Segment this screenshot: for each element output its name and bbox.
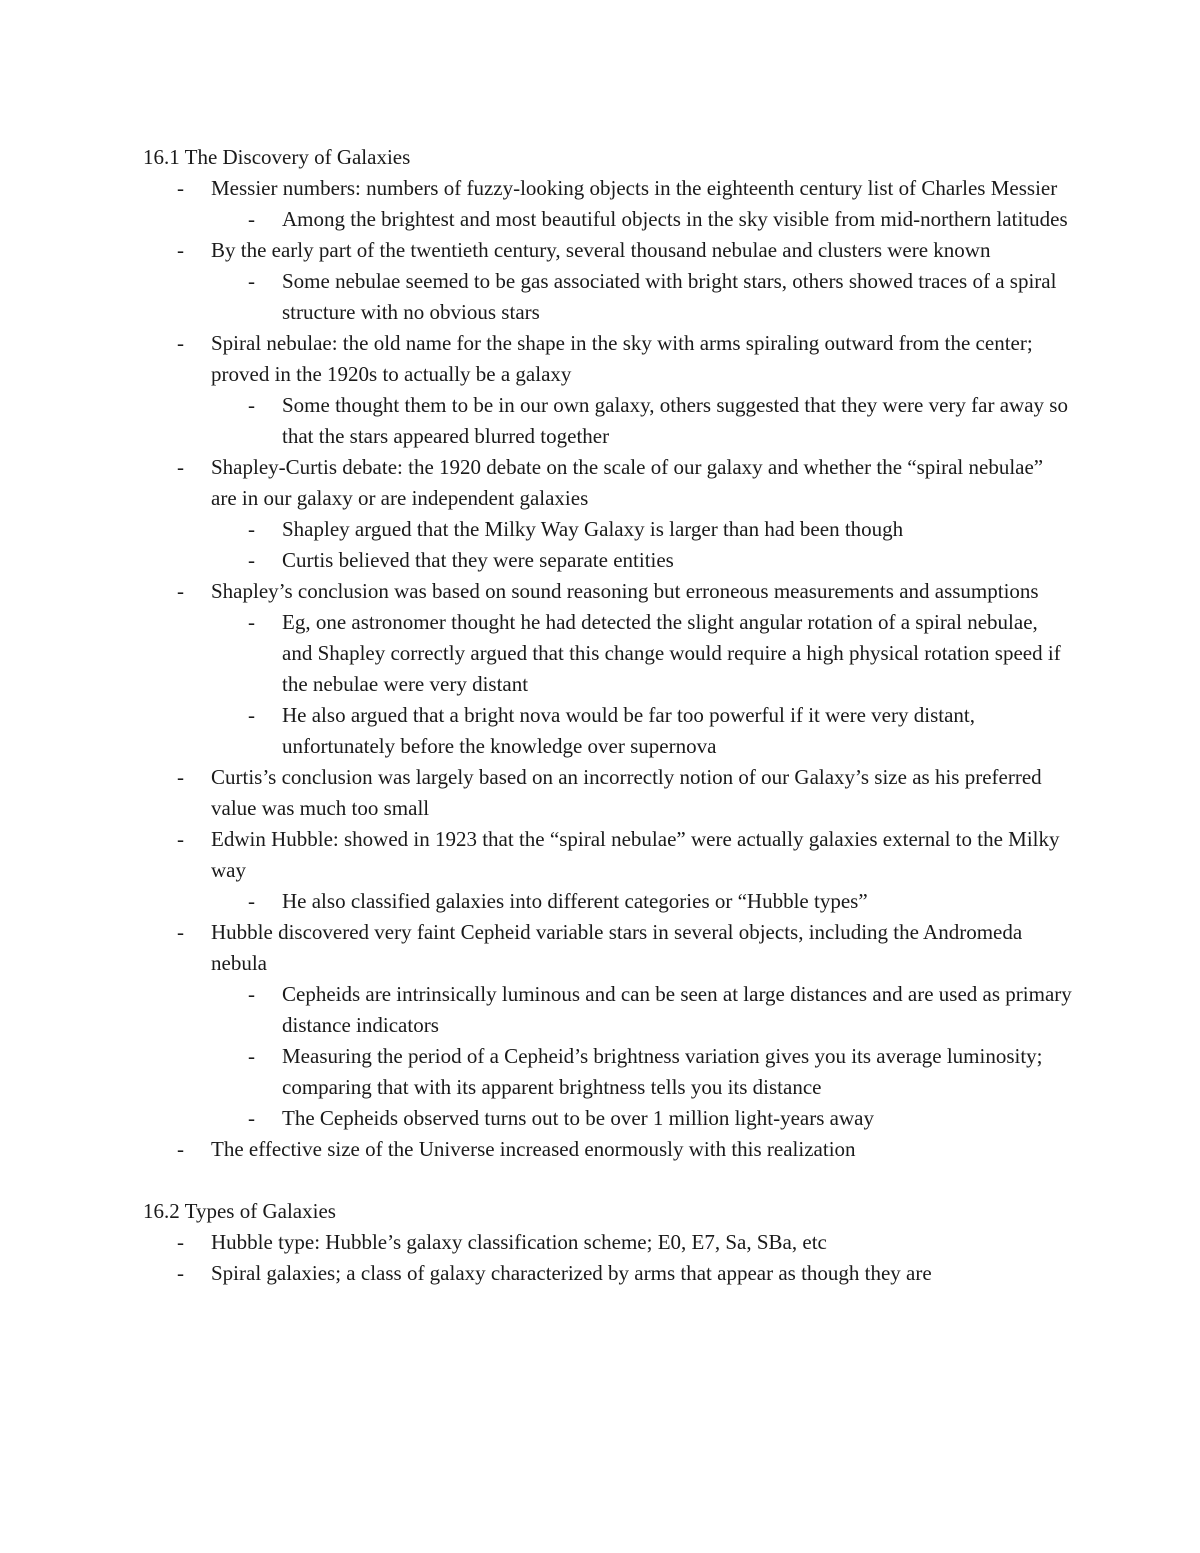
list-item-text: Spiral nebulae: the old name for the shape in the sky with arms spiraling outward from the center; proved in the 1920s to actually be a galaxy <box>211 331 1033 386</box>
bullet-dash: - <box>177 1261 184 1285</box>
list-item <box>143 452 1073 514</box>
list-item-text: By the early part of the twentieth century, several thousand nebulae and clusters were known <box>211 238 991 262</box>
list-item-text: Shapley’s conclusion was based on sound reasoning but erroneous measurements and assumptions <box>211 579 1039 603</box>
section-title: 16.2 Types of Galaxies <box>143 1199 336 1223</box>
list-item-text: Shapley-Curtis debate: the 1920 debate on the scale of our galaxy and whether the “spiral nebulae” are in our galaxy or are independent galaxies <box>211 455 1044 510</box>
list-item <box>143 328 1073 390</box>
list-item-text: Measuring the period of a Cepheid’s brightness variation gives you its average luminosity; comparing that with its apparent brightness tells you its distance <box>282 1044 1043 1099</box>
bullet-dash: - <box>177 1230 184 1254</box>
bullet-dash: - <box>248 703 255 727</box>
list-item-text: He also argued that a bright nova would be far too powerful if it were very distant, unfortunately before the knowledge over supernova <box>282 703 975 758</box>
list-item-text: Edwin Hubble: showed in 1923 that the “spiral nebulae” were actually galaxies external to the Milky way <box>211 827 1060 882</box>
list-item-text: He also classified galaxies into different categories or “Hubble types” <box>282 889 868 913</box>
list-item <box>143 762 1073 824</box>
list-item-text: Messier numbers: numbers of fuzzy-looking objects in the eighteenth century list of Charles Messier <box>211 176 1058 200</box>
bullet-list <box>143 173 1073 1165</box>
sub-list-item <box>143 390 1073 452</box>
list-item-text: Some nebulae seemed to be gas associated with bright stars, others showed traces of a spiral structure with no obvious stars <box>282 269 1057 324</box>
list-item-text: Among the brightest and most beautiful objects in the sky visible from mid-northern latitudes <box>282 207 1068 231</box>
list-item <box>143 576 1073 607</box>
document-page <box>143 142 1073 1289</box>
bullet-dash: - <box>248 548 255 572</box>
list-item-text: The effective size of the Universe increased enormously with this realization <box>211 1137 856 1161</box>
list-item <box>143 824 1073 886</box>
bullet-dash: - <box>248 269 255 293</box>
sub-list-item <box>143 700 1073 762</box>
bullet-dash: - <box>248 610 255 634</box>
list-item <box>143 235 1073 266</box>
bullet-dash: - <box>177 920 184 944</box>
bullet-dash: - <box>248 889 255 913</box>
document-content <box>143 142 1073 1289</box>
bullet-dash: - <box>177 238 184 262</box>
bullet-dash: - <box>248 393 255 417</box>
list-item-text: The Cepheids observed turns out to be over 1 million light-years away <box>282 1106 874 1130</box>
bullet-dash: - <box>177 176 184 200</box>
bullet-dash: - <box>248 982 255 1006</box>
section-spacer <box>143 1165 1073 1196</box>
list-item-text: Shapley argued that the Milky Way Galaxy is larger than had been though <box>282 517 904 541</box>
list-item-text: Eg, one astronomer thought he had detected the slight angular rotation of a spiral nebulae, and Shapley correctly argued that this change would require a high physical rotation speed if the nebulae were very distant <box>282 610 1061 696</box>
bullet-dash: - <box>248 1044 255 1068</box>
list-item <box>143 1227 1073 1258</box>
sub-list-item <box>143 514 1073 545</box>
list-item <box>143 173 1073 204</box>
sub-list-item <box>143 545 1073 576</box>
sub-list-item <box>143 979 1073 1041</box>
list-item-text: Curtis believed that they were separate entities <box>282 548 674 572</box>
sub-list-item <box>143 607 1073 700</box>
list-item <box>143 917 1073 979</box>
list-item <box>143 1134 1073 1165</box>
bullet-dash: - <box>248 1106 255 1130</box>
sub-list-item <box>143 1103 1073 1134</box>
bullet-dash: - <box>177 331 184 355</box>
bullet-dash: - <box>177 1137 184 1161</box>
bullet-dash: - <box>177 455 184 479</box>
sub-list-item <box>143 1041 1073 1103</box>
sub-list-item <box>143 886 1073 917</box>
section-title: 16.1 The Discovery of Galaxies <box>143 145 411 169</box>
list-item-text: Hubble discovered very faint Cepheid variable stars in several objects, including the Andromeda nebula <box>211 920 1023 975</box>
list-item-text: Some thought them to be in our own galaxy, others suggested that they were very far away so that the stars appeared blurred together <box>282 393 1068 448</box>
bullet-dash: - <box>177 579 184 603</box>
bullet-list <box>143 1227 1073 1289</box>
bullet-dash: - <box>177 765 184 789</box>
bullet-dash: - <box>177 827 184 851</box>
sub-list-item <box>143 204 1073 235</box>
list-item-text: Cepheids are intrinsically luminous and can be seen at large distances and are used as primary distance indicators <box>282 982 1072 1037</box>
list-item-text: Hubble type: Hubble’s galaxy classification scheme; E0, E7, Sa, SBa, etc <box>211 1230 827 1254</box>
bullet-dash: - <box>248 517 255 541</box>
bullet-dash: - <box>248 207 255 231</box>
list-item-text: Curtis’s conclusion was largely based on an incorrectly notion of our Galaxy’s size as his preferred value was much too small <box>211 765 1042 820</box>
list-item-text: Spiral galaxies; a class of galaxy characterized by arms that appear as though they are <box>211 1261 932 1285</box>
list-item <box>143 1258 1073 1289</box>
sub-list-item <box>143 266 1073 328</box>
